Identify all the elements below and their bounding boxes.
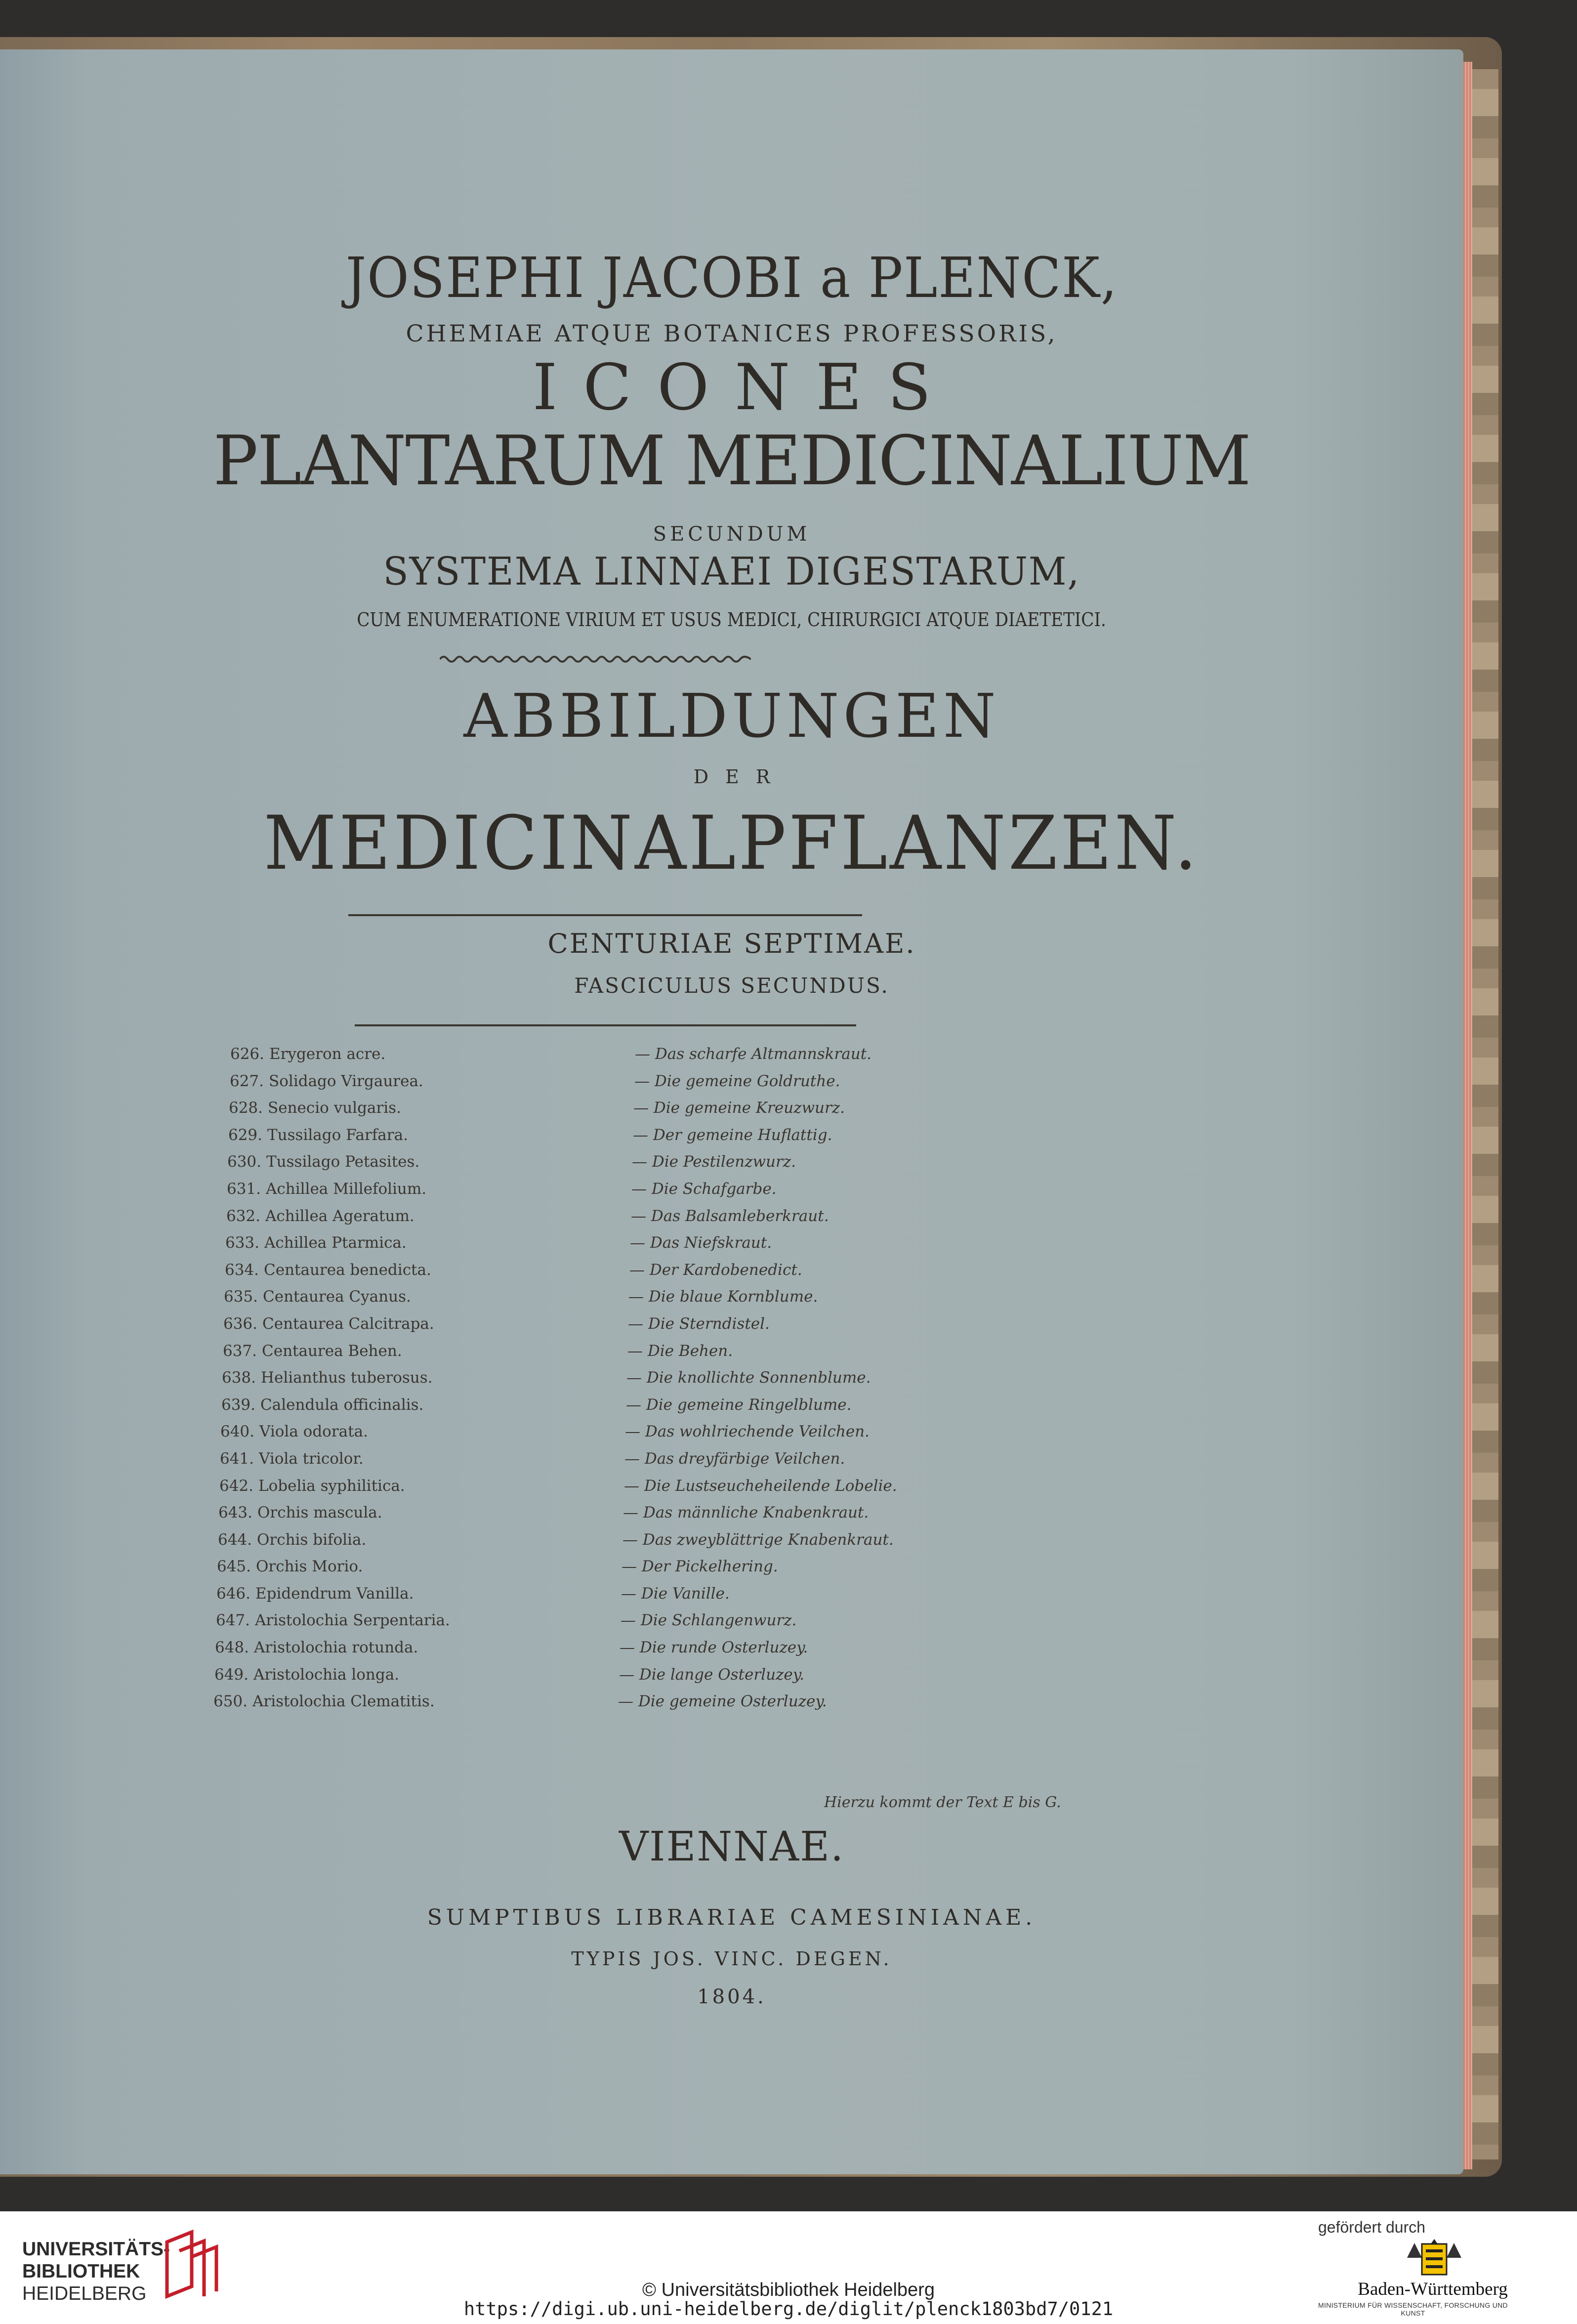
funded-by-label: gefördert durch <box>1318 2218 1426 2236</box>
cover-spine-edge <box>1470 69 1498 2159</box>
author-line-text: JOSEPHI JACOBI a PLENCK, <box>345 246 1118 310</box>
plant-entry <box>141 1315 1031 1342</box>
plant-entry <box>138 1423 1028 1450</box>
plant-entry <box>143 1261 1032 1288</box>
plant-entry <box>132 1666 1022 1693</box>
plant-german-name: — Das Balsamleberkraut. <box>631 1207 829 1225</box>
divider-top <box>348 914 862 916</box>
plant-entry <box>147 1099 1036 1126</box>
plant-german-name: — Der gemeine Huflattig. <box>633 1126 832 1144</box>
plant-entry <box>141 1342 1030 1369</box>
ministry-name: MINISTERIUM FÜR WISSENSCHAFT, FORSCHUNG UND KUNST <box>1318 2301 1508 2317</box>
plant-latin-name: Calendula officinalis. <box>260 1395 424 1414</box>
plant-latin-name: Tussilago Petasites. <box>266 1153 420 1171</box>
plant-german-name: — Die knollichte Sonnenblume. <box>626 1369 871 1387</box>
centuria-line: CENTURIAE SEPTIMAE. <box>547 928 916 959</box>
plant-german-name: — Die Behen. <box>627 1342 733 1360</box>
plant-number: 642. <box>219 1477 253 1495</box>
main-title <box>0 421 1463 501</box>
plant-german-name: — Das dreyfärbige Veilchen. <box>624 1449 845 1468</box>
plant-number: 631. <box>226 1180 261 1198</box>
fasciculus-line: FASCICULUS SECUNDUS. <box>574 973 889 998</box>
german-title-medicinalpflanzen <box>0 801 1463 887</box>
plant-number: 629. <box>228 1126 262 1144</box>
plant-number: 643. <box>218 1504 252 1522</box>
divider-bottom <box>355 1024 856 1026</box>
plant-latin-name: Achillea Ageratum. <box>265 1207 415 1225</box>
plant-number: 641. <box>219 1449 254 1468</box>
plant-number: 626. <box>230 1045 264 1063</box>
plant-latin-name: Centaurea Calcitrapa. <box>262 1314 434 1333</box>
plant-german-name: — Die Schafgarbe. <box>631 1180 777 1198</box>
plant-entry <box>144 1207 1034 1234</box>
plant-latin-name: Centaurea Behen. <box>262 1342 402 1360</box>
enumeration-line <box>0 609 1463 631</box>
plant-number: 630. <box>227 1153 261 1171</box>
plant-latin-name: Centaurea benedicta. <box>264 1261 431 1279</box>
plant-german-name: — Die lange Osterluzey. <box>619 1665 804 1684</box>
imprint-year: 1804. <box>697 1986 766 2008</box>
plant-entry <box>131 1692 1021 1720</box>
plant-german-name: — Das zweyblättrige Knabenkraut. <box>622 1530 894 1549</box>
plant-latin-name: Aristolochia longa. <box>253 1665 400 1684</box>
plant-german-name: — Das wohlriechende Veilchen. <box>625 1423 870 1441</box>
systema-line <box>0 549 1463 594</box>
plant-entry <box>145 1153 1035 1180</box>
german-title-abbildungen: ABBILDUNGEN <box>463 681 1000 751</box>
plant-number: 644. <box>217 1530 252 1549</box>
plant-german-name: — Die Lustseucheheilende Lobelie. <box>624 1477 897 1495</box>
plant-german-name: — Die gemeine Ringelblume. <box>626 1395 852 1414</box>
german-title-der: DER <box>693 766 787 788</box>
author-line <box>0 246 1463 310</box>
profession-line: CHEMIAE ATQUE BOTANICES PROFESSORIS, <box>406 320 1058 347</box>
title-page <box>0 49 1463 2174</box>
plant-entry <box>133 1639 1022 1666</box>
footer-bar <box>0 2211 1577 2324</box>
plant-number: 632. <box>226 1207 260 1225</box>
plant-german-name: — Die Schlangenwurz. <box>621 1611 797 1630</box>
plant-entry <box>135 1558 1024 1585</box>
library-name-line3: HEIDELBERG <box>22 2283 147 2304</box>
plant-german-name: — Die Vanille. <box>621 1584 730 1603</box>
plant-latin-name: Orchis Morio. <box>256 1558 363 1576</box>
plant-latin-name: Aristolochia rotunda. <box>254 1639 418 1657</box>
plant-german-name: — Das Niefskraut. <box>630 1234 772 1252</box>
plant-entry <box>137 1477 1027 1504</box>
plant-latin-name: Helianthus tuberosus. <box>261 1369 433 1387</box>
plant-list <box>148 1045 1038 1720</box>
plant-number: 636. <box>223 1314 257 1333</box>
plant-entry <box>148 1045 1038 1072</box>
plant-german-name: — Die runde Osterluzey. <box>620 1639 808 1657</box>
imprint-printer: TYPIS JOS. VINC. DEGEN. <box>571 1948 892 1970</box>
plant-number: 647. <box>215 1611 250 1630</box>
plant-latin-name: Lobelia syphilitica. <box>258 1477 405 1495</box>
icones-heading: ICONES <box>532 351 957 424</box>
plant-entry <box>143 1234 1033 1261</box>
plant-latin-name: Erygeron acre. <box>269 1045 386 1063</box>
plant-number: 628. <box>228 1099 263 1117</box>
plant-number: 640. <box>220 1423 254 1441</box>
plant-latin-name: Epidendrum Vanilla. <box>255 1584 414 1603</box>
plant-number: 645. <box>216 1558 251 1576</box>
plant-latin-name: Achillea Millefolium. <box>266 1180 427 1198</box>
baden-wuerttemberg-crest-icon <box>1402 2238 1466 2282</box>
plant-number: 649. <box>214 1665 249 1684</box>
imprint-city: VIENNAE. <box>619 1823 845 1870</box>
enumeration-line-text: CUM ENUMERATIONE VIRIUM ET USUS MEDICI, CHIRURGICI ATQUE DIAETETICI. <box>357 609 1107 631</box>
plant-latin-name: Orchis bifolia. <box>257 1530 367 1549</box>
plant-latin-name: Viola odorata. <box>259 1423 368 1441</box>
plant-entry <box>145 1180 1034 1207</box>
plant-number: 639. <box>221 1395 255 1414</box>
plant-latin-name: Aristolochia Serpentaria. <box>255 1611 450 1630</box>
systema-line-text: SYSTEMA LINNAEI DIGESTARUM, <box>383 549 1080 594</box>
plant-german-name: — Die gemeine Kreuzwurz. <box>633 1099 845 1117</box>
library-name-line2: BIBLIOTHEK <box>22 2261 140 2282</box>
plant-latin-name: Achillea Ptarmica. <box>264 1234 407 1252</box>
main-title-text: PLANTARUM MEDICINALIUM <box>213 421 1250 501</box>
plant-latin-name: Viola tricolor. <box>259 1449 364 1468</box>
plant-number: 646. <box>216 1584 250 1603</box>
plant-number: 637. <box>222 1342 257 1360</box>
plant-german-name: — Die Pestilenzwurz. <box>632 1153 796 1171</box>
plant-number: 635. <box>223 1288 258 1306</box>
plant-latin-name: Solidago Virgaurea. <box>269 1072 423 1090</box>
plant-entry <box>138 1450 1027 1477</box>
plant-entry <box>134 1611 1023 1639</box>
plant-german-name: — Die Sterndistel. <box>628 1314 770 1333</box>
wavy-divider <box>440 653 751 665</box>
text-note: Hierzu kommt der Text E bis G. <box>824 1794 1061 1811</box>
plant-german-name: — Das männliche Knabenkraut. <box>623 1504 869 1522</box>
copyright-notice: © Universitätsbibliothek Heidelberg <box>642 2280 935 2300</box>
plant-entry <box>139 1396 1029 1423</box>
plant-number: 633. <box>225 1234 259 1252</box>
plant-entry <box>136 1504 1026 1531</box>
plant-entry <box>146 1126 1036 1153</box>
plant-number: 627. <box>229 1072 264 1090</box>
plant-german-name: — Der Kardobenedict. <box>629 1261 802 1279</box>
plant-german-name: — Das scharfe Altmannskraut. <box>635 1045 872 1063</box>
imprint-publisher: SUMPTIBUS LIBRARIAE CAMESINIANAE. <box>427 1905 1037 1930</box>
plant-german-name: — Die gemeine Osterluzey. <box>618 1692 827 1711</box>
plant-german-name: — Die gemeine Goldruthe. <box>634 1072 840 1090</box>
state-name: Baden-Württemberg <box>1358 2279 1508 2299</box>
plant-latin-name: Tussilago Farfara. <box>267 1126 408 1144</box>
plant-entry <box>134 1585 1024 1612</box>
plant-number: 650. <box>213 1692 248 1711</box>
plant-latin-name: Senecio vulgaris. <box>268 1099 401 1117</box>
plant-latin-name: Aristolochia Clematitis. <box>252 1692 435 1711</box>
plant-latin-name: Orchis mascula. <box>257 1504 382 1522</box>
plant-latin-name: Centaurea Cyanus. <box>263 1288 411 1306</box>
secundum-line: SECUNDUM <box>653 523 811 546</box>
plant-german-name: — Der Pickelhering. <box>622 1558 778 1576</box>
plant-number: 638. <box>221 1369 256 1387</box>
permalink-url[interactable]: https://digi.ub.uni-heidelberg.de/diglit/plenck1803bd7/0121 <box>463 2298 1114 2320</box>
plant-entry <box>142 1288 1031 1315</box>
library-name-line1: UNIVERSITÄTS- <box>22 2239 170 2260</box>
plant-number: 648. <box>214 1639 249 1657</box>
plant-entry <box>140 1369 1029 1396</box>
plant-entry <box>136 1531 1025 1558</box>
plant-number: 634. <box>224 1261 259 1279</box>
german-title-medicinalpflanzen-text: MEDICINALPFLANZEN. <box>263 801 1200 887</box>
plant-entry <box>148 1072 1037 1099</box>
plant-german-name: — Die blaue Kornblume. <box>628 1288 818 1306</box>
